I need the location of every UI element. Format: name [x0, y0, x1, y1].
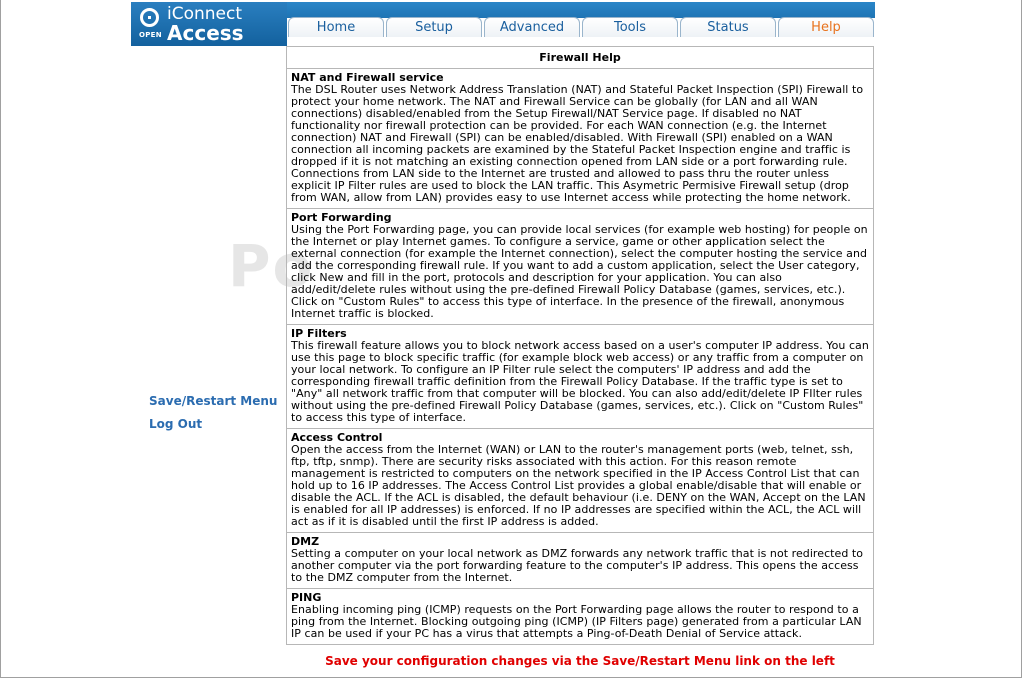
help-section-port-forwarding: [287, 209, 873, 325]
help-section-ping: [287, 589, 873, 644]
section-text: Setting a computer on your local network as DMZ forwards any network traffic that is not redirected to another computer via the port forwarding feature to the computer's IP address. This opens the access to the DMZ computer from the Internet.: [291, 547, 864, 584]
section-heading: NAT and Firewall service: [291, 71, 444, 84]
help-title: Firewall Help: [287, 47, 873, 69]
tab-tools[interactable]: Tools: [582, 17, 678, 37]
logo-open-label: OPEN: [139, 31, 162, 39]
tab-home[interactable]: Home: [288, 17, 384, 37]
section-heading: Access Control: [291, 431, 383, 444]
tab-status[interactable]: Status: [680, 17, 776, 37]
section-text: This firewall feature allows you to block network access based on a user's computer IP address. You can use this page to block specific traffic (for example block web access) or any traffic from a computer on your local network. To configure an IP Filter rule select the computers' IP address and add the corresponding firewall traffic definition from the Firewall Policy Database. If the traffic type is set to "Any" all network traffic from that computer will be blocked. You can also add/edit/delete IP FIlter rules without using the pre-defined Firewall Policy Database (games, services, etc.). Click on "Custom Rules" to access this type of interface.: [291, 339, 869, 424]
save-reminder-note: Save your configuration changes via the Save/Restart Menu link on the left: [325, 654, 835, 668]
section-heading: DMZ: [291, 535, 320, 548]
tab-advanced[interactable]: Advanced: [484, 17, 580, 37]
section-heading: Port Forwarding: [291, 211, 392, 224]
tab-setup[interactable]: Setup: [386, 17, 482, 37]
main-nav-tabs: [287, 17, 875, 37]
help-section-dmz: [287, 533, 873, 589]
help-section-ip-filters: [287, 325, 873, 429]
section-heading: PING: [291, 591, 322, 604]
section-text: Enabling incoming ping (ICMP) requests on the Port Forwarding page allows the router to respond to a ping from the Internet. Blocking outgoing ping (ICMP) (IP Filters page) generated from a particular LAN IP can be used if your PC has a virus that attempts a Ping-of-Death Denial of Service attack.: [291, 603, 862, 640]
tab-help[interactable]: Help: [778, 17, 874, 37]
help-section-nat-firewall: [287, 69, 873, 209]
firewall-help-table: [286, 46, 874, 645]
logo-title-line2: Access: [167, 21, 244, 45]
brand-logo: [131, 2, 287, 46]
section-text: The DSL Router uses Network Address Translation (NAT) and Stateful Packet Inspection (SPI) Firewall to protect your home network. The NAT and Firewall Service can be globally (for LAN and all WAN connections) disabled/enabled from the Setup Firewall/NAT Service page. If disabled no NAT functionality nor firewall protection can be provided. For each WAN connection (e.g. the Internet connection) NAT and Firewall (SPI) can be enabled/disabled. With Firewall (SPI) enabled on a WAN connection all incoming packets are examined by the Stateful Packet Inspection engine and traffic is dropped if it is not matching an existing connection opened from LAN side or a port forwarding rule. Connections from LAN side to the Internet are trusted and allowed to pass thru the router unless explicit IP Filter rules are used to block the LAN traffic. This Asymetric Permisive Firewall setup (drop from WAN, allow from LAN) provides easy to use Internet access while protecting the home network.: [291, 83, 864, 204]
logo-title-line1: iConnect: [167, 4, 243, 24]
save-restart-menu-link[interactable]: Save/Restart Menu: [149, 394, 278, 408]
section-text: Open the access from the Internet (WAN) or LAN to the router's management ports (web, telnet, ssh, ftp, tftp, snmp). There are security risks associated with this action. For this reason remote management is restricted to computers on the network specified in the IP Access Control List that can hold up to 16 IP addresses. The Access Control List provides a global enable/disable that will enable or disable the ACL. If the ACL is disabled, the default behaviour (i.e. DENY on the WAN, Accept on the LAN is enabled for all IP addresses) is enforced. If no IP addresses are specified within the ACL, the ACL will act as if it is disabled until the first IP address is added.: [291, 443, 866, 528]
section-heading: IP Filters: [291, 327, 347, 340]
section-text: Using the Port Forwarding page, you can provide local services (for example web hosting) for people on the Internet or play Internet games. To configure a service, game or other application select the external connection (for example the Internet connection), select the computer hosting the service and add the corresponding firewall rule. If you want to add a custom application, select the User category, click New and fill in the port, protocols and description for your application. You can also add/edit/delete rules without using the pre-defined Firewall Policy Database (games, services, etc.). Click on "Custom Rules" to access this type of interface. In the presence of the firewall, anonymous Internet traffic is blocked.: [291, 223, 868, 320]
help-section-access-control: [287, 429, 873, 533]
power-ring-icon: [140, 8, 159, 27]
watermark: Po: [228, 232, 315, 300]
logout-link[interactable]: Log Out: [149, 417, 203, 431]
header-band: [287, 2, 875, 18]
